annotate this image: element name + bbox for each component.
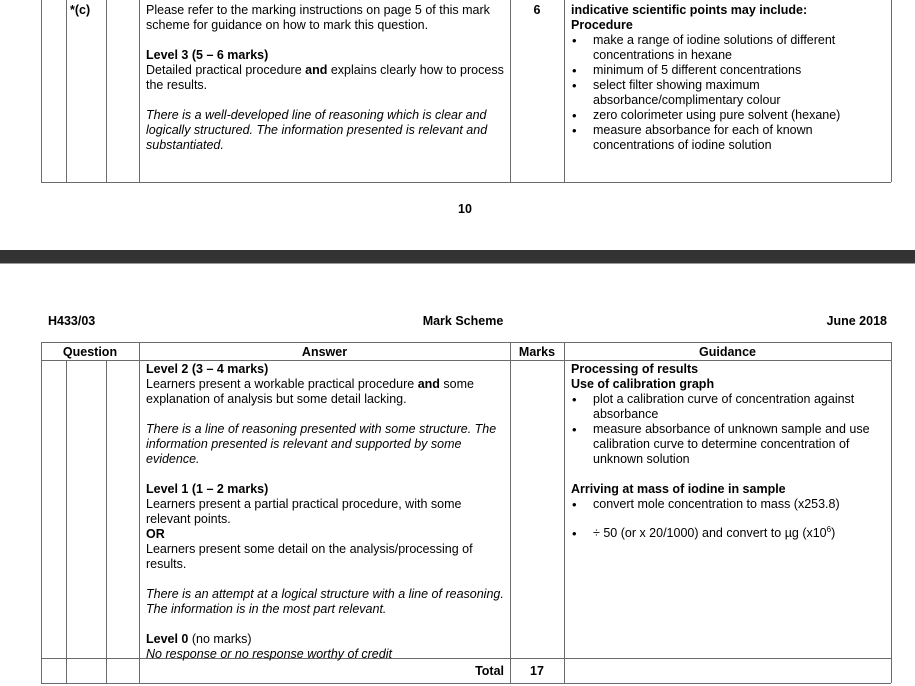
page-number: 10 [458,202,472,216]
level0-description: No response or no response worthy of credit [146,647,392,661]
guidance-list-mass [571,497,881,541]
list-item: • make a range of iodine solutions of different concentrations in hexane [571,33,881,63]
guidance-processing-title: Processing of results [571,362,699,376]
total-label: Total [475,664,504,678]
level2-description: Learners present a workable practical procedure and some explanation of analysis but some detail lacking. [146,377,474,406]
level1-alternative: Learners present some detail on the analysis/processing of results. [146,542,473,571]
guidance-subtitle: Procedure [571,18,633,32]
answer-cell [146,362,506,662]
marks-value-top: 6 [533,3,541,17]
guidance-list-calibration [571,392,881,467]
level1-title: Level 1 (1 – 2 marks) [146,482,269,496]
level2-title: Level 2 (3 – 4 marks) [146,362,269,376]
column-header-marks: Marks [518,345,556,359]
guidance-calibration-title: Use of calibration graph [571,377,715,391]
document-code: H433/03 [48,314,96,328]
list-item: • plot a calibration curve of concentration against absorbance [571,392,881,422]
list-item: • zero colorimeter using pure solvent (hexane) [571,108,881,123]
marking-instructions: Please refer to the marking instructions on page 5 of this mark scheme for guidance on how to mark this question. [146,3,490,32]
list-item: • measure absorbance for each of known concentrations of iodine solution [571,123,881,153]
guidance-arriving-title: Arriving at mass of iodine in sample [571,482,786,496]
guidance-list-top [571,33,881,153]
document-date: June 2018 [826,314,887,328]
guidance-cell [571,362,881,541]
total-value: 17 [530,664,544,678]
level0-title: Level 0 (no marks) [146,632,252,646]
guidance-cell-top [571,3,881,153]
column-header-answer: Answer [301,345,348,359]
level1-description: Learners present a partial practical procedure, with some relevant points. [146,497,462,526]
list-item: • convert mole concentration to mass (x253.8) [571,497,881,512]
level2-reasoning: There is a line of reasoning presented with some structure. The information presented is relevant and supported by some evidence. [146,422,497,466]
list-item: • select filter showing maximum absorbance/complimentary colour [571,78,881,108]
level3-reasoning: There is a well-developed line of reasoning which is clear and logically structured. The information presented is relevant and substantiated. [146,108,488,152]
question-label: *(c) [70,3,91,17]
page-break-band [0,250,915,264]
list-item: • measure absorbance of unknown sample and use calibration curve to determine concentration of unknown solution [571,422,881,467]
level1-or: OR [146,527,165,541]
level3-description: Detailed practical procedure and explains clearly how to process the results. [146,63,504,92]
page-title: Mark Scheme [422,314,504,328]
level1-reasoning: There is an attempt at a logical structure with a line of reasoning. The information is in the most part relevant. [146,587,504,616]
list-item: • minimum of 5 different concentrations [571,63,881,78]
list-item: • ÷ 50 (or x 20/1000) and convert to µg $(x10^6)$ [571,526,881,541]
guidance-title: indicative scientific points may include: [571,3,808,17]
column-header-guidance: Guidance [699,345,756,359]
level3-title: Level 3 (5 – 6 marks) [146,48,269,62]
answer-cell-top [146,3,506,153]
column-header-question: Question [62,345,118,359]
